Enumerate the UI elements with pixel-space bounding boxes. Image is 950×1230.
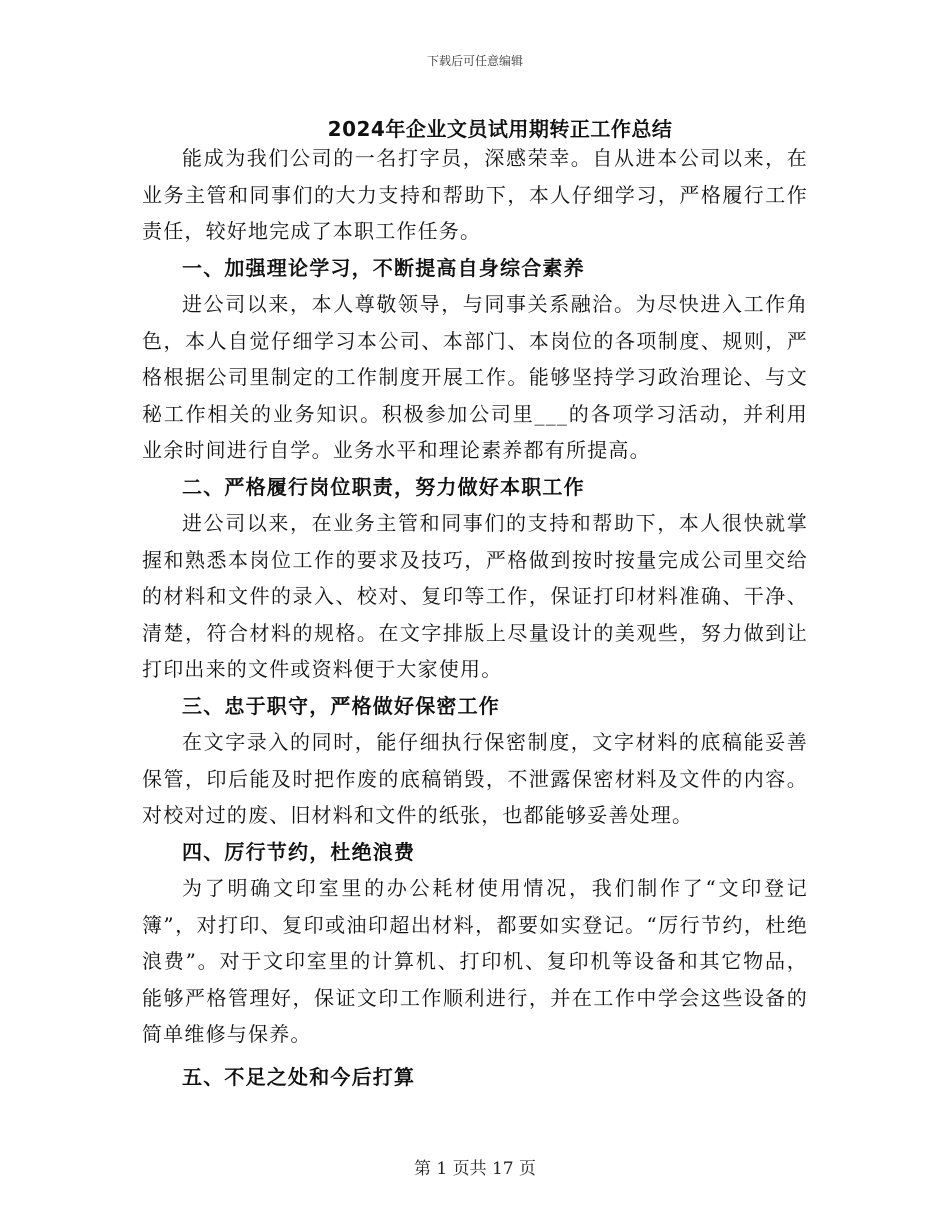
page-number: 第 1 页共 17 页 — [413, 1159, 537, 1179]
section-4-heading: 四、厉行节约，杜绝浪费 — [182, 839, 416, 864]
document-title: 2024年企业文员试用期转正工作总结 — [327, 117, 673, 141]
document-body — [142, 140, 808, 1095]
section-1-heading: 一、加强理论学习，不断提高自身综合素养 — [182, 255, 585, 280]
intro-paragraph: 能成为我们公司的一名打字员，深感荣幸。自从进本公司以来，在业务主管和同事们的大力支持和帮助下，本人仔细学习，严格履行工作责任，较好地完成了本职工作任务。 — [142, 146, 808, 243]
section-3-heading: 三、忠于职守，严格做好保密工作 — [182, 693, 500, 718]
page-header-note: 下载后可任意编辑 — [426, 54, 523, 68]
section-5-heading: 五、不足之处和今后打算 — [182, 1064, 416, 1089]
section-4-body: 为了明确文印室里的办公耗材使用情况，我们制作了“文印登记簿”，对打印、复印或油印超出材料，都要如实登记。“厉行节约，杜绝浪费”。对于文印室里的计算机、打印机、复印机等设备和其它物品，能够严格管理好，保证文印工作顺利进行，并在工作中学会这些设备的简单维修与保养。 — [142, 876, 808, 1046]
section-1-body: 进公司以来，本人尊敬领导，与同事关系融洽。为尽快进入工作角色，本人自觉仔细学习本公司、本部门、本岗位的各项制度、规则，严格根据公司里制定的工作制度开展工作。能够坚持学习政治理论、与文秘工作相关的业务知识。积极参加公司里___的各项学习活动，并利用业余时间进行自学。业务水平和理论素养都有所提高。 — [142, 292, 808, 462]
section-3-body: 在文字录入的同时，能仔细执行保密制度，文字材料的底稿能妥善保管，印后能及时把作废的底稿销毁，不泄露保密材料及文件的内容。对校对过的废、旧材料和文件的纸张，也都能够妥善处理。 — [142, 730, 808, 827]
section-2-body: 进公司以来，在业务主管和同事们的支持和帮助下，本人很快就掌握和熟悉本岗位工作的要求及技巧，严格做到按时按量完成公司里交给的材料和文件的录入、校对、复印等工作，保证打印材料准确、干净、清楚，符合材料的规格。在文字排版上尽量设计的美观些，努力做到让打印出来的文件或资料便于大家使用。 — [142, 511, 808, 681]
section-2-heading: 二、严格履行岗位职责，努力做好本职工作 — [182, 474, 585, 499]
